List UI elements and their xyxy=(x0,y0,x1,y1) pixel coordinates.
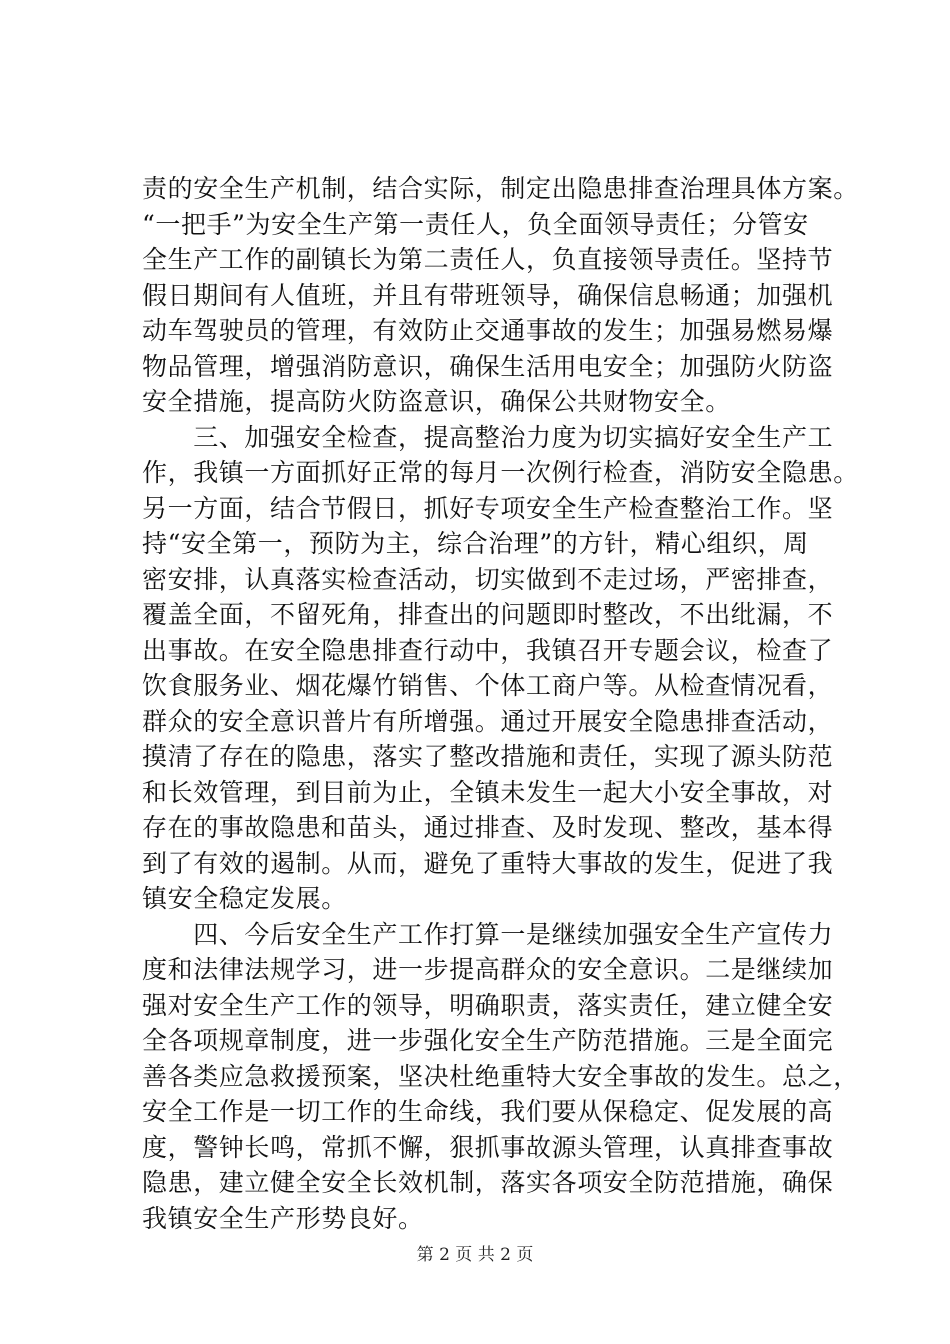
text-line: 全各项规章制度，进一步强化安全生产防范措施。三是全面完 xyxy=(142,1026,834,1055)
text-line: 度，警钟长鸣，常抓不懈，狠抓事故源头管理，认真排查事故 xyxy=(142,1132,834,1162)
text-line: 摸清了存在的隐患，落实了整改措施和责任，实现了源头防范 xyxy=(142,742,834,771)
text-line: 持“安全第一，预防为主，综合治理”的方针，精心组织，周 xyxy=(142,529,809,558)
text-line: 和长效管理，到目前为止，全镇未发生一起大小安全事故，对 xyxy=(142,777,834,807)
text-line: 我镇安全生产形势良好。 xyxy=(142,1203,424,1233)
text-line: 假日期间有人值班，并且有带班领导，确保信息畅通；加强机 xyxy=(142,280,834,310)
text-line: 三、加强安全检查，提高整治力度为切实搞好安全生产工 xyxy=(142,422,834,452)
text-line: 安全工作是一切工作的生命线，我们要从保稳定、促发展的高 xyxy=(142,1097,834,1126)
text-line: 隐患，建立健全安全长效机制，落实各项安全防范措施，确保 xyxy=(142,1168,834,1197)
document-body xyxy=(142,171,859,1236)
text-line: 饮食服务业、烟花爆竹销售、个体工商户等。从检查情况看， xyxy=(142,671,834,700)
text-line: 出事故。在安全隐患排查行动中，我镇召开专题会议，检查了 xyxy=(142,635,834,665)
page-footer: 第 2 页 共 2 页 xyxy=(416,1245,534,1265)
text-line: 物品管理，增强消防意识，确保生活用电安全；加强防火防盗 xyxy=(142,351,834,381)
text-line: 镇安全稳定发展。 xyxy=(142,884,347,913)
text-line: 强对安全生产工作的领导，明确职责，落实责任，建立健全安 xyxy=(142,990,834,1020)
text-line: 到了有效的遏制。从而，避免了重特大事故的发生，促进了我 xyxy=(142,848,834,878)
text-line: 动车驾驶员的管理，有效防止交通事故的发生；加强易燃易爆 xyxy=(142,316,834,345)
text-line: 覆盖全面，不留死角，排查出的问题即时整改，不出纰漏，不 xyxy=(142,600,834,629)
text-line: 密安排，认真落实检查活动，切实做到不走过场，严密排查， xyxy=(142,564,834,594)
text-line: 作，我镇一方面抓好正常的每月一次例行检查，消防安全隐患。 xyxy=(142,458,859,487)
text-line: 全生产工作的副镇长为第二责任人，负直接领导责任。坚持节 xyxy=(142,245,834,274)
text-line: 度和法律法规学习，进一步提高群众的安全意识。二是继续加 xyxy=(142,955,834,984)
text-line: 存在的事故隐患和苗头，通过排查、及时发现、整改，基本得 xyxy=(142,813,834,842)
text-line: 群众的安全意识普片有所增强。通过开展安全隐患排查活动， xyxy=(142,706,834,736)
text-line: 责的安全生产机制，结合实际，制定出隐患排查治理具体方案。 xyxy=(142,174,859,203)
text-line: 安全措施，提高防火防盗意识，确保公共财物安全。 xyxy=(142,387,731,416)
text-line: “一把手”为安全生产第一责任人，负全面领导责任；分管安 xyxy=(142,209,809,239)
text-line: 另一方面，结合节假日，抓好专项安全生产检查整治工作。坚 xyxy=(142,493,834,523)
text-line: 善各类应急救援预案，坚决杜绝重特大安全事故的发生。总之， xyxy=(142,1061,859,1091)
text-line: 四、今后安全生产工作打算一是继续加强安全生产宣传力 xyxy=(142,919,834,949)
